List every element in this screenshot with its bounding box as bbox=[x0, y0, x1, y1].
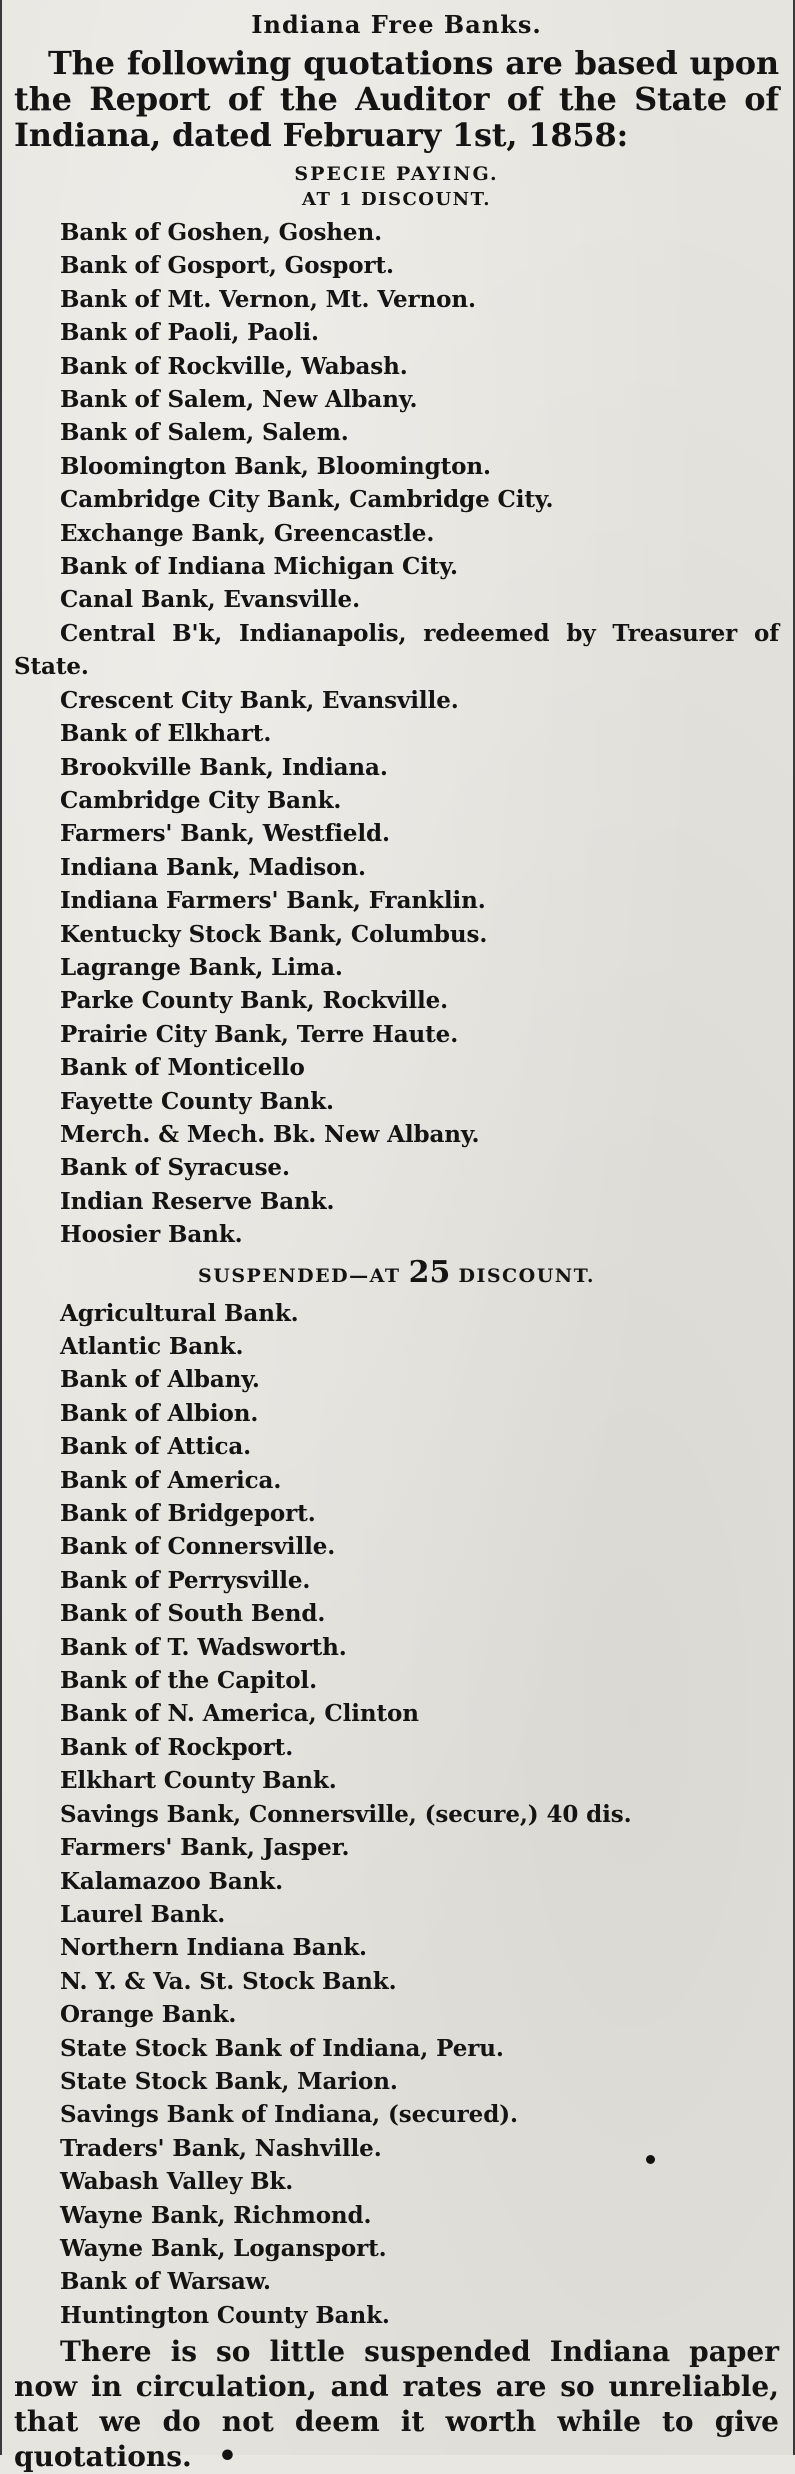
list-item: N. Y. & Va. St. Stock Bank. bbox=[60, 1967, 397, 1995]
suspended-heading-prefix: SUSPENDED—AT bbox=[198, 1264, 401, 1287]
list-item: Bank of Salem, Salem. bbox=[60, 419, 349, 447]
list-item: Bank of N. America, Clinton bbox=[60, 1700, 419, 1728]
list-item: Orange Bank. bbox=[60, 2001, 237, 2029]
list-item: Wayne Bank, Logansport. bbox=[60, 2234, 387, 2262]
list-item: Bloomington Bank, Bloomington. bbox=[60, 452, 491, 480]
list-item: Farmers' Bank, Westfield. bbox=[60, 820, 390, 848]
list-item: Northern Indiana Bank. bbox=[60, 1934, 367, 1962]
list-item: Bank of Salem, New Albany. bbox=[60, 386, 418, 414]
list-item: Bank of Albany. bbox=[60, 1366, 260, 1394]
specie-bank-list bbox=[14, 216, 779, 1252]
list-item: Fayette County Bank. bbox=[60, 1087, 334, 1115]
list-item: Savings Bank, Connersville, (secure,) 40 dis. bbox=[60, 1800, 632, 1828]
list-item: Wayne Bank, Richmond. bbox=[60, 2201, 372, 2229]
list-item: Bank of Mt. Vernon, Mt. Vernon. bbox=[60, 285, 476, 313]
list-item: Agricultural Bank. bbox=[60, 1299, 299, 1327]
closing-mark: • bbox=[217, 2439, 237, 2474]
list-item: Bank of Albion. bbox=[60, 1399, 259, 1427]
article-title: Indiana Free Banks. bbox=[251, 10, 542, 39]
list-item: Farmers' Bank, Jasper. bbox=[60, 1834, 350, 1862]
list-item: Bank of Goshen, Goshen. bbox=[60, 219, 382, 246]
list-item: Cambridge City Bank. bbox=[60, 786, 342, 814]
list-item: Bank of the Capitol. bbox=[60, 1667, 317, 1695]
list-item: Bank of America. bbox=[60, 1466, 282, 1494]
list-item: Hoosier Bank. bbox=[60, 1221, 243, 1249]
list-item: Central B'k, Indianapolis, redeemed by Treasurer of State. bbox=[14, 619, 779, 681]
list-item: Bank of Indiana Michigan City. bbox=[60, 553, 458, 581]
list-item: Bank of T. Wadsworth. bbox=[60, 1633, 347, 1661]
list-item: Bank of Bridgeport. bbox=[60, 1500, 316, 1528]
list-item: Laurel Bank. bbox=[60, 1900, 226, 1928]
closing-paragraph bbox=[14, 2334, 779, 2474]
closing-text: There is so little suspended Indiana paper now in circulation, and rates are so unreliable, that we do not deem it worth while to give quotations. bbox=[14, 2335, 779, 2474]
list-item: Savings Bank of Indiana, (secured). bbox=[60, 2101, 518, 2129]
ink-spot bbox=[646, 2155, 655, 2164]
list-item: Merch. & Mech. Bk. New Albany. bbox=[60, 1120, 480, 1148]
list-item: State Stock Bank, Marion. bbox=[60, 2067, 398, 2095]
list-item: Brookville Bank, Indiana. bbox=[60, 753, 388, 781]
list-item: Elkhart County Bank. bbox=[60, 1767, 337, 1795]
list-item: Bank of Connersville. bbox=[60, 1533, 336, 1561]
list-item: Bank of Perrysville. bbox=[60, 1566, 311, 1594]
list-item: Kalamazoo Bank. bbox=[60, 1867, 284, 1895]
list-item: Wabash Valley Bk. bbox=[60, 2168, 294, 2196]
list-item: Bank of Elkhart. bbox=[60, 720, 272, 748]
suspended-bank-list bbox=[14, 1297, 779, 2333]
list-item: Crescent City Bank, Evansville. bbox=[60, 686, 459, 714]
list-item: Exchange Bank, Greencastle. bbox=[60, 519, 435, 547]
suspended-heading-number: 25 bbox=[408, 1254, 451, 1290]
list-item: Bank of Attica. bbox=[60, 1433, 252, 1461]
lead-paragraph: The following quotations are based upon the Report of the Auditor of the State of Indiana, dated February 1st, 1858: bbox=[14, 44, 779, 154]
discount-heading: AT 1 DISCOUNT. bbox=[302, 189, 491, 210]
list-item: Indiana Farmers' Bank, Franklin. bbox=[60, 887, 486, 915]
list-item: Kentucky Stock Bank, Columbus. bbox=[60, 920, 488, 948]
list-item: State Stock Bank of Indiana, Peru. bbox=[60, 2034, 504, 2062]
list-item: Huntington County Bank. bbox=[60, 2301, 390, 2329]
list-item: Bank of Gosport, Gosport. bbox=[60, 252, 394, 280]
suspended-heading-suffix: DISCOUNT. bbox=[458, 1264, 595, 1287]
list-item: Indian Reserve Bank. bbox=[60, 1187, 335, 1215]
list-item: Bank of Rockport. bbox=[60, 1733, 294, 1761]
list-item: Parke County Bank, Rockville. bbox=[60, 987, 449, 1015]
list-item: Bank of South Bend. bbox=[60, 1600, 326, 1628]
list-item: Cambridge City Bank, Cambridge City. bbox=[60, 486, 554, 514]
list-item: Bank of Monticello bbox=[60, 1054, 305, 1082]
list-item: Indiana Bank, Madison. bbox=[60, 853, 366, 881]
list-item: Canal Bank, Evansville. bbox=[60, 586, 360, 614]
suspended-heading bbox=[14, 1256, 779, 1293]
list-item: Bank of Syracuse. bbox=[60, 1154, 290, 1182]
list-item: Atlantic Bank. bbox=[60, 1333, 244, 1360]
list-item: Traders' Bank, Nashville. bbox=[60, 2134, 382, 2162]
list-item: Bank of Rockville, Wabash. bbox=[60, 352, 408, 380]
list-item: Prairie City Bank, Terre Haute. bbox=[60, 1020, 459, 1048]
list-item: Lagrange Bank, Lima. bbox=[60, 953, 343, 981]
list-item: Bank of Paoli, Paoli. bbox=[60, 319, 319, 347]
specie-paying-heading: SPECIE PAYING. bbox=[294, 163, 499, 185]
list-item: Bank of Warsaw. bbox=[60, 2268, 271, 2296]
